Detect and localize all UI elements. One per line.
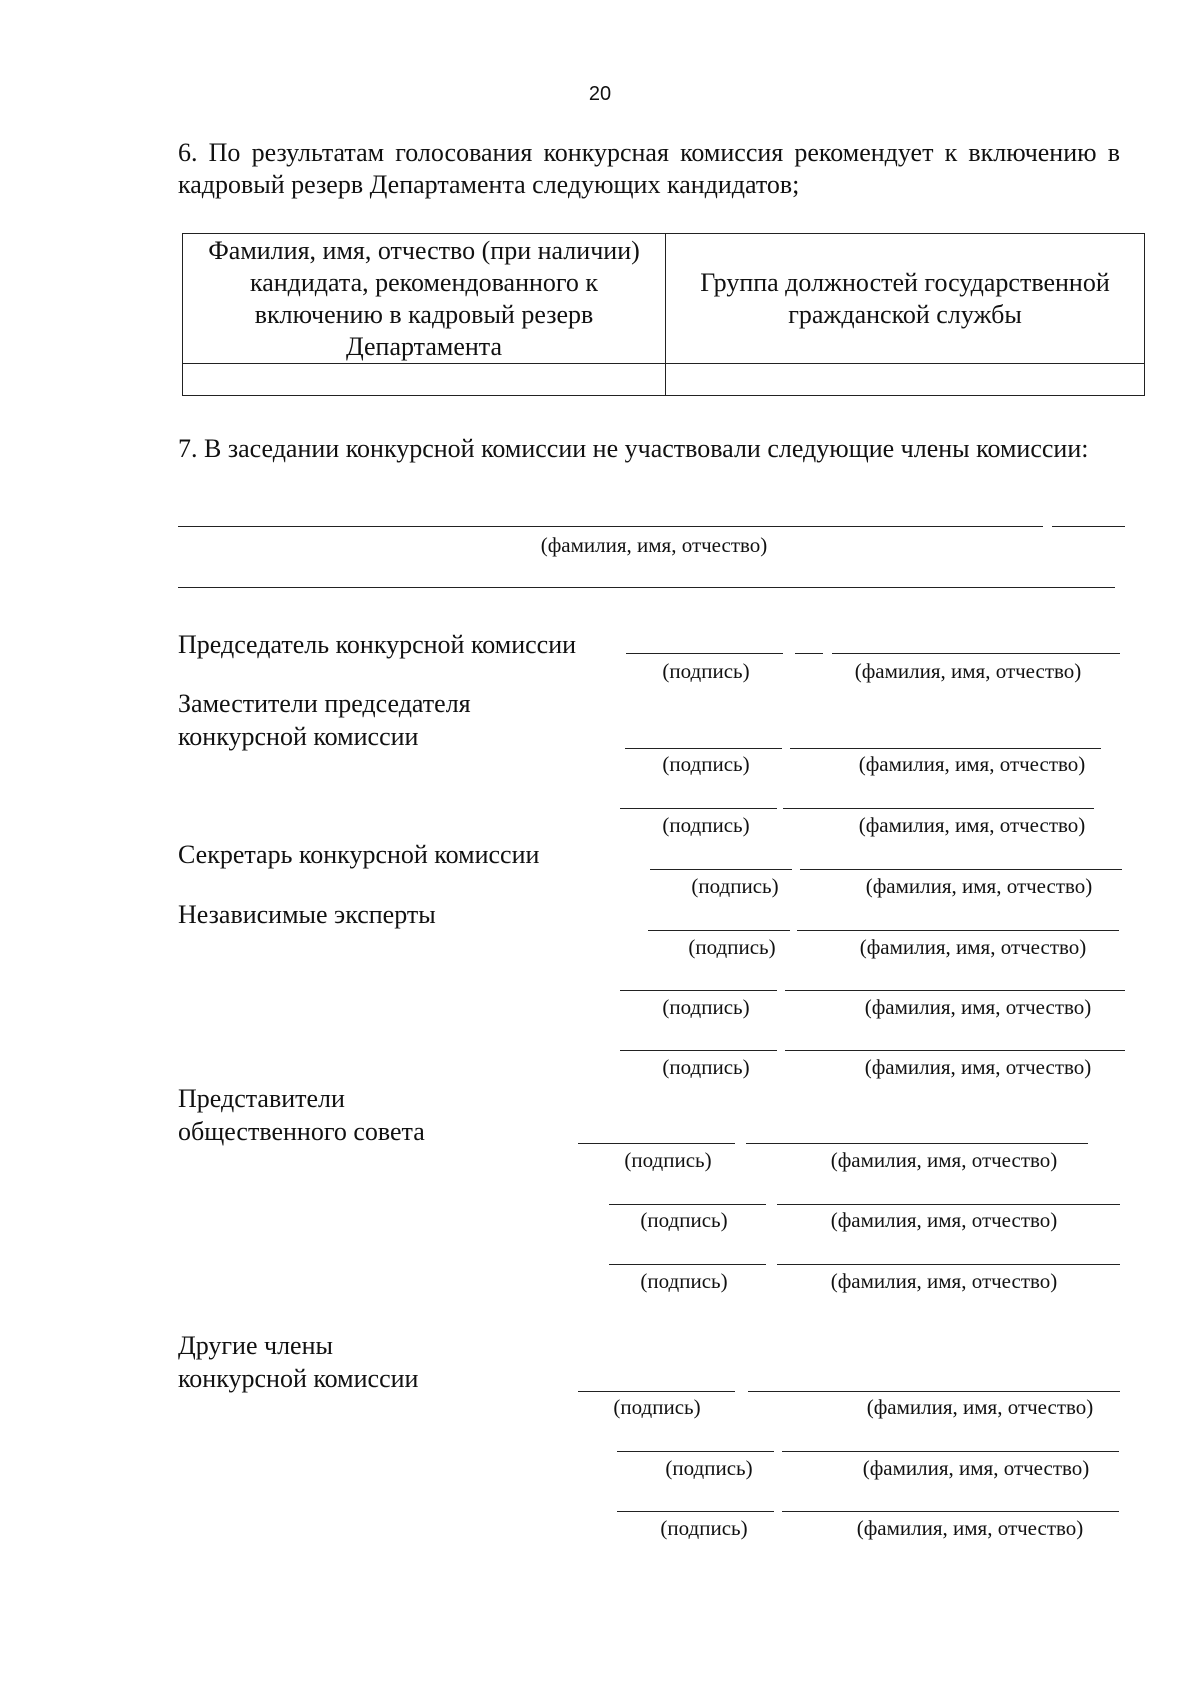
deputy1-signature-line[interactable] — [625, 748, 782, 749]
candidates-table — [182, 233, 1145, 396]
other1-name-line[interactable] — [748, 1391, 1120, 1392]
deputy2-name-line[interactable] — [783, 808, 1094, 809]
chair-signature-caption: (подпись) — [662, 659, 750, 683]
section-7-text: 7. В заседании конкурсной комиссии не участвовали следующие члены комиссии: — [178, 434, 1089, 463]
table-cell-position-group[interactable] — [666, 364, 1145, 396]
deputy1-signature-caption: (подпись) — [662, 752, 750, 776]
expert2-name-line[interactable] — [785, 990, 1125, 991]
secretary-signature-caption: (подпись) — [691, 874, 779, 898]
expert1-signature-caption: (подпись) — [688, 935, 776, 959]
expert2-signature-line[interactable] — [620, 990, 777, 991]
expert1-name-line[interactable] — [797, 930, 1119, 931]
expert3-name-line[interactable] — [785, 1050, 1125, 1051]
deputy1-name-caption: (фамилия, имя, отчество) — [858, 752, 1086, 776]
chair-dash — [795, 653, 823, 654]
council3-name-caption: (фамилия, имя, отчество) — [830, 1269, 1058, 1293]
council2-name-caption: (фамилия, имя, отчество) — [830, 1208, 1058, 1232]
expert1-signature-line[interactable] — [648, 930, 790, 931]
other1-signature-line[interactable] — [578, 1391, 735, 1392]
council3-signature-caption: (подпись) — [640, 1269, 728, 1293]
absent-members-line[interactable] — [178, 526, 1043, 527]
page-number: 20 — [588, 83, 612, 105]
public-council-label-line1: Представители — [178, 1084, 345, 1113]
other3-signature-caption: (подпись) — [660, 1516, 748, 1540]
expert1-name-caption: (фамилия, имя, отчество) — [859, 935, 1087, 959]
council1-signature-line[interactable] — [578, 1143, 735, 1144]
others-label-line1: Другие члены — [178, 1331, 333, 1360]
table-cell-candidate[interactable] — [183, 364, 666, 396]
secretary-label: Секретарь конкурсной комиссии — [178, 840, 540, 869]
public-council-label-line2: общественного совета — [178, 1117, 425, 1146]
table-header-candidate: Фамилия, имя, отчество (при наличии) кандидата, рекомендованного к включению в кадровый резерв Департамента — [183, 234, 666, 364]
other3-signature-line[interactable] — [617, 1511, 774, 1512]
council3-signature-line[interactable] — [609, 1264, 766, 1265]
absent-members-line-end[interactable] — [1052, 526, 1125, 527]
experts-label: Независимые эксперты — [178, 900, 436, 929]
expert3-signature-line[interactable] — [620, 1050, 777, 1051]
expert2-signature-caption: (подпись) — [662, 995, 750, 1019]
chair-name-line[interactable] — [832, 653, 1120, 654]
table-header-row — [183, 234, 1145, 364]
expert2-name-caption: (фамилия, имя, отчество) — [864, 995, 1092, 1019]
absent-members-line-2[interactable] — [178, 587, 1115, 588]
chair-label: Председатель конкурсной комиссии — [178, 630, 577, 659]
council2-signature-line[interactable] — [609, 1204, 766, 1205]
other2-name-caption: (фамилия, имя, отчество) — [862, 1456, 1090, 1480]
secretary-name-caption: (фамилия, имя, отчество) — [865, 874, 1093, 898]
other3-name-caption: (фамилия, имя, отчество) — [856, 1516, 1084, 1540]
other1-name-caption: (фамилия, имя, отчество) — [866, 1395, 1094, 1419]
council1-name-line[interactable] — [746, 1143, 1088, 1144]
deputy1-name-line[interactable] — [790, 748, 1101, 749]
council1-signature-caption: (подпись) — [624, 1148, 712, 1172]
section-6-text: 6. По результатам голосования конкурсная комиссия рекомендует к включению в кадровый резерв Департамента следующих кандидатов; — [178, 138, 1120, 199]
council2-signature-caption: (подпись) — [640, 1208, 728, 1232]
table-header-position-group: Группа должностей государственной гражданской службы — [666, 234, 1145, 364]
expert3-signature-caption: (подпись) — [662, 1055, 750, 1079]
table-row — [183, 364, 1145, 396]
secretary-signature-line[interactable] — [650, 869, 792, 870]
expert3-name-caption: (фамилия, имя, отчество) — [864, 1055, 1092, 1079]
other2-name-line[interactable] — [782, 1451, 1119, 1452]
other2-signature-caption: (подпись) — [665, 1456, 753, 1480]
council2-name-line[interactable] — [777, 1204, 1120, 1205]
deputies-label-line2: конкурсной комиссии — [178, 722, 419, 751]
chair-signature-line[interactable] — [626, 653, 783, 654]
secretary-name-line[interactable] — [800, 869, 1122, 870]
deputy2-name-caption: (фамилия, имя, отчество) — [858, 813, 1086, 837]
absent-members-caption: (фамилия, имя, отчество) — [540, 533, 768, 557]
others-label-line2: конкурсной комиссии — [178, 1364, 419, 1393]
deputy2-signature-line[interactable] — [620, 808, 777, 809]
other2-signature-line[interactable] — [617, 1451, 774, 1452]
council1-name-caption: (фамилия, имя, отчество) — [830, 1148, 1058, 1172]
deputy2-signature-caption: (подпись) — [662, 813, 750, 837]
other1-signature-caption: (подпись) — [613, 1395, 701, 1419]
other3-name-line[interactable] — [782, 1511, 1119, 1512]
chair-name-caption: (фамилия, имя, отчество) — [854, 659, 1082, 683]
council3-name-line[interactable] — [777, 1264, 1120, 1265]
deputies-label-line1: Заместители председателя — [178, 689, 471, 718]
